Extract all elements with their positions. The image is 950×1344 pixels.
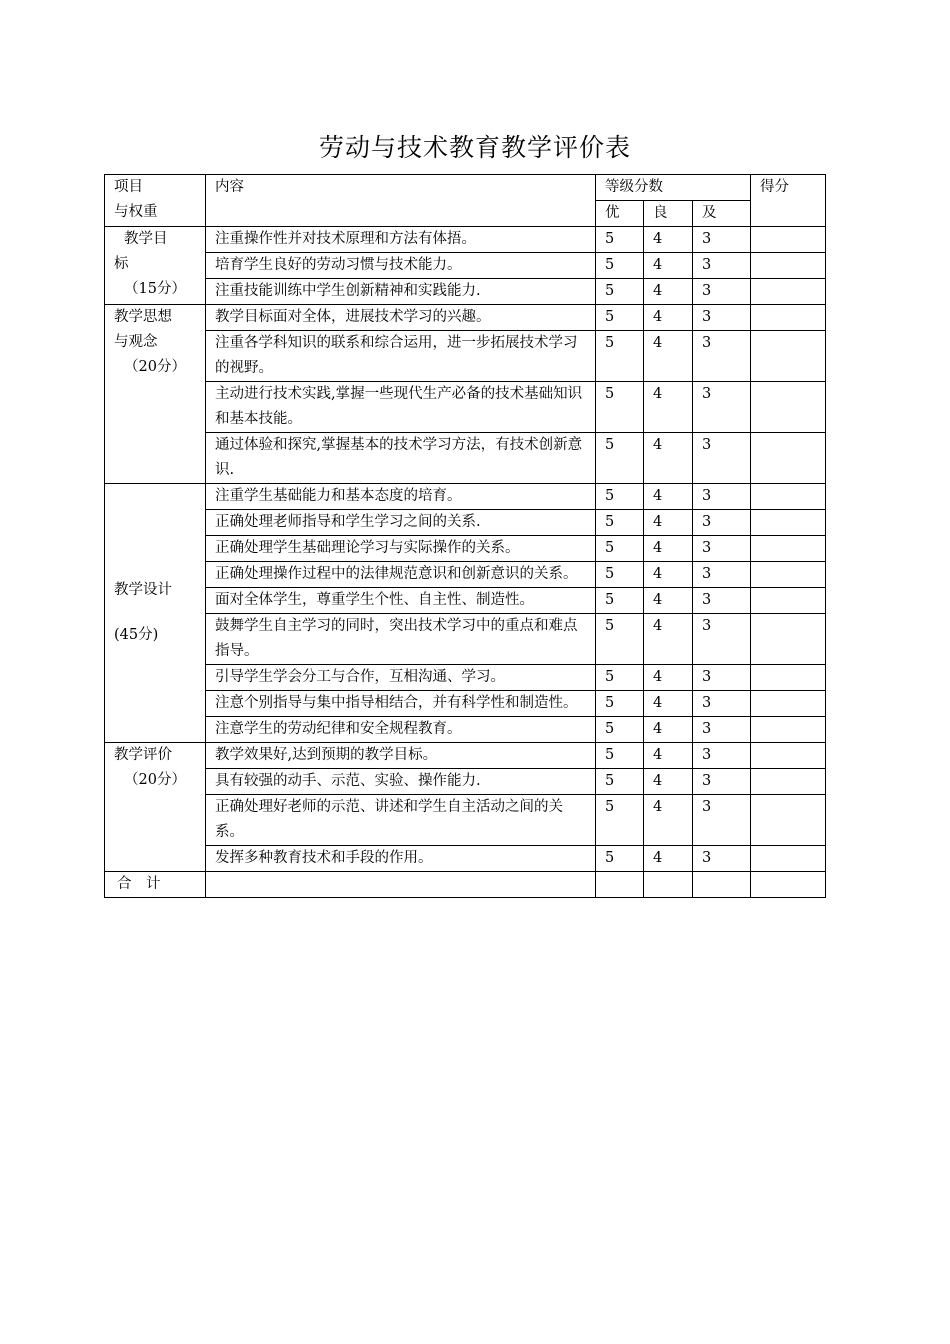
score-good: 4: [644, 614, 693, 665]
section-label-line: 与观念: [114, 334, 158, 350]
score-excellent: 5: [596, 510, 644, 536]
score-excellent: 5: [596, 743, 644, 769]
score-pass: 3: [693, 305, 751, 331]
total-row: [105, 872, 826, 898]
score-input-cell[interactable]: [751, 253, 826, 279]
score-excellent: 5: [596, 769, 644, 795]
criterion-text: 培育学生良好的劳动习惯与技术能力。: [206, 253, 596, 279]
score-pass: 3: [693, 846, 751, 872]
score-good: 4: [644, 433, 693, 484]
score-input-cell[interactable]: [751, 769, 826, 795]
score-excellent: 5: [596, 484, 644, 510]
score-good: 4: [644, 510, 693, 536]
score-input-cell[interactable]: [751, 484, 826, 510]
table-row: [105, 331, 826, 382]
score-excellent: 5: [596, 588, 644, 614]
section-label: [105, 743, 206, 872]
score-pass: 3: [693, 795, 751, 846]
criterion-text: 正确处理好老师的示范、讲述和学生自主活动之间的关系。: [206, 795, 596, 846]
table-row: [105, 588, 826, 614]
criterion-text: 鼓舞学生自主学习的同时，突出技术学习中的重点和难点指导。: [206, 614, 596, 665]
score-good: 4: [644, 769, 693, 795]
table-row: [105, 717, 826, 743]
score-excellent: 5: [596, 562, 644, 588]
score-pass: 3: [693, 717, 751, 743]
section-label-line: 教学思想: [114, 309, 172, 325]
table-row: [105, 433, 826, 484]
table-row: [105, 279, 826, 305]
score-good: 4: [644, 588, 693, 614]
score-input-cell[interactable]: [751, 588, 826, 614]
table-row: [105, 691, 826, 717]
score-excellent: 5: [596, 253, 644, 279]
criterion-text: 教学效果好,达到预期的教学目标。: [206, 743, 596, 769]
criterion-text: 正确处理学生基础理论学习与实际操作的关系。: [206, 536, 596, 562]
header-score: 得分: [751, 175, 826, 227]
score-good: 4: [644, 691, 693, 717]
criterion-text: 注重操作性并对技术原理和方法有体捂。: [206, 227, 596, 253]
score-excellent: 5: [596, 227, 644, 253]
score-excellent: 5: [596, 691, 644, 717]
score-input-cell[interactable]: [751, 614, 826, 665]
header-level-pass: 及: [693, 201, 751, 227]
score-pass: 3: [693, 279, 751, 305]
score-input-cell[interactable]: [751, 562, 826, 588]
score-excellent: 5: [596, 846, 644, 872]
score-good: 4: [644, 382, 693, 433]
score-input-cell[interactable]: [751, 331, 826, 382]
score-pass: 3: [693, 253, 751, 279]
header-project: [105, 175, 206, 227]
score-good: 4: [644, 484, 693, 510]
header-project-line: 与权重: [114, 204, 158, 220]
score-pass: 3: [693, 227, 751, 253]
score-input-cell[interactable]: [751, 433, 826, 484]
score-pass: 3: [693, 484, 751, 510]
score-excellent: 5: [596, 279, 644, 305]
score-excellent: 5: [596, 382, 644, 433]
section-label: [105, 484, 206, 743]
evaluation-table: [104, 174, 826, 898]
criterion-text: 面对全体学生，尊重学生个性、自主性、制造性。: [206, 588, 596, 614]
table-row: [105, 846, 826, 872]
table-row: [105, 382, 826, 433]
score-input-cell[interactable]: [751, 691, 826, 717]
table-row: [105, 253, 826, 279]
criterion-text: 注重技能训练中学生创新精神和实践能力.: [206, 279, 596, 305]
score-good: 4: [644, 331, 693, 382]
table-row: [105, 536, 826, 562]
criterion-text: 正确处理操作过程中的法律规范意识和创新意识的关系。: [206, 562, 596, 588]
table-row: [105, 795, 826, 846]
score-good: 4: [644, 562, 693, 588]
score-pass: 3: [693, 536, 751, 562]
score-pass: 3: [693, 614, 751, 665]
score-input-cell[interactable]: [751, 717, 826, 743]
section-label-line: 教学设计: [114, 582, 172, 598]
section-label: [105, 305, 206, 484]
section-label-line: 教学评价: [114, 747, 172, 763]
score-excellent: 5: [596, 795, 644, 846]
score-good: 4: [644, 846, 693, 872]
criterion-text: 引导学生学会分工与合作，互相沟通、学习。: [206, 665, 596, 691]
table-row: [105, 305, 826, 331]
total-cell[interactable]: [206, 872, 596, 898]
criterion-text: 主动进行技术实践,掌握一些现代生产必备的技术基础知识和基本技能。: [206, 382, 596, 433]
criterion-text: 正确处理老师指导和学生学习之间的关系.: [206, 510, 596, 536]
section-label-line: （20分）: [124, 359, 186, 375]
score-good: 4: [644, 536, 693, 562]
section-label-line: （15分）: [124, 281, 186, 297]
score-input-cell[interactable]: [751, 382, 826, 433]
criterion-text: 具有较强的动手、示范、实验、操作能力.: [206, 769, 596, 795]
criterion-text: 教学目标面对全体，进展技术学习的兴趣。: [206, 305, 596, 331]
score-pass: 3: [693, 691, 751, 717]
header-level-excellent: 优: [596, 201, 644, 227]
score-pass: 3: [693, 382, 751, 433]
score-pass: 3: [693, 331, 751, 382]
score-good: 4: [644, 227, 693, 253]
score-input-cell[interactable]: [751, 795, 826, 846]
score-excellent: 5: [596, 305, 644, 331]
criterion-text: 注重各学科知识的联系和综合运用，进一步拓展技术学习的视野。: [206, 331, 596, 382]
score-excellent: 5: [596, 331, 644, 382]
score-pass: 3: [693, 588, 751, 614]
score-good: 4: [644, 717, 693, 743]
total-cell[interactable]: [751, 872, 826, 898]
header-level-good: 良: [644, 201, 693, 227]
section-label-line: 标: [114, 256, 129, 272]
score-input-cell[interactable]: [751, 846, 826, 872]
score-pass: 3: [693, 743, 751, 769]
score-excellent: 5: [596, 614, 644, 665]
score-good: 4: [644, 743, 693, 769]
score-good: 4: [644, 279, 693, 305]
total-cell[interactable]: [596, 872, 644, 898]
criterion-text: 注重学生基础能力和基本态度的培育。: [206, 484, 596, 510]
score-good: 4: [644, 665, 693, 691]
criterion-text: 通过体验和探究,掌握基本的技术学习方法，有技术创新意识.: [206, 433, 596, 484]
score-excellent: 5: [596, 536, 644, 562]
header-content: 内容: [206, 175, 596, 227]
table-row: [105, 769, 826, 795]
score-good: 4: [644, 795, 693, 846]
header-project-line: 项目: [114, 179, 143, 195]
table-row: [105, 510, 826, 536]
score-excellent: 5: [596, 717, 644, 743]
table-row: [105, 614, 826, 665]
score-pass: 3: [693, 769, 751, 795]
criterion-text: 发挥多种教育技术和手段的作用。: [206, 846, 596, 872]
table-row: [105, 743, 826, 769]
total-label: 合 计: [105, 872, 206, 898]
score-pass: 3: [693, 562, 751, 588]
score-input-cell[interactable]: [751, 305, 826, 331]
score-input-cell[interactable]: [751, 665, 826, 691]
section-label: [105, 227, 206, 305]
score-pass: 3: [693, 510, 751, 536]
score-pass: 3: [693, 665, 751, 691]
criterion-text: 注意个别指导与集中指导相结合，并有科学性和制造性。: [206, 691, 596, 717]
score-input-cell[interactable]: [751, 279, 826, 305]
score-excellent: 5: [596, 665, 644, 691]
total-cell[interactable]: [693, 872, 751, 898]
table-row: [105, 227, 826, 253]
score-input-cell[interactable]: [751, 536, 826, 562]
score-good: 4: [644, 253, 693, 279]
section-label-line: (45分): [114, 627, 159, 643]
total-cell[interactable]: [644, 872, 693, 898]
score-good: 4: [644, 305, 693, 331]
score-excellent: 5: [596, 433, 644, 484]
header-grade: 等级分数: [596, 175, 751, 201]
section-label-line: 教学目: [124, 231, 168, 247]
criterion-text: 注意学生的劳动纪律和安全规程教育。: [206, 717, 596, 743]
page-title: 劳动与技术教育教学评价表: [318, 133, 631, 162]
table-row: [105, 562, 826, 588]
score-input-cell[interactable]: [751, 510, 826, 536]
table-row: [105, 665, 826, 691]
score-input-cell[interactable]: [751, 227, 826, 253]
section-label-line: （20分）: [124, 772, 186, 788]
score-input-cell[interactable]: [751, 743, 826, 769]
score-pass: 3: [693, 433, 751, 484]
table-row: [105, 484, 826, 510]
